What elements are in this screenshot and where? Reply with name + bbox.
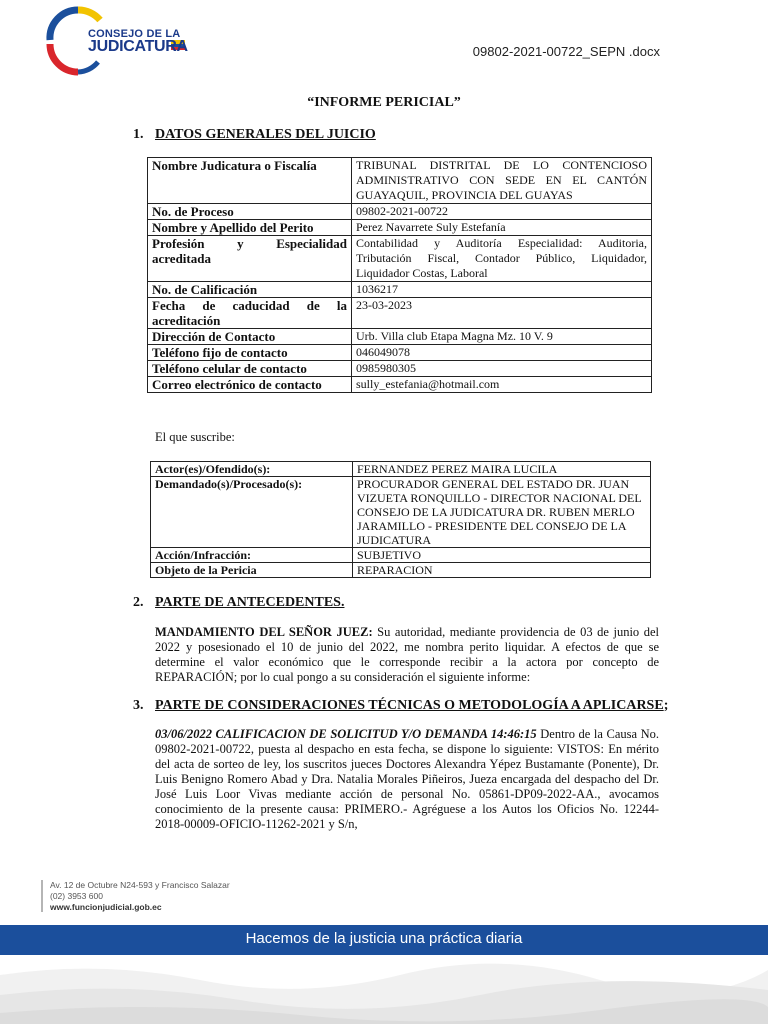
row-value: 046049078 [352, 345, 652, 361]
subscriber-intro: El que suscribe: [155, 430, 235, 444]
row-label: No. de Proceso [148, 204, 352, 220]
row-label: Teléfono celular de contacto [148, 361, 352, 377]
row-value: Urb. Villa club Etapa Magna Mz. 10 V. 9 [352, 329, 652, 345]
section-3-title: PARTE DE CONSIDERACIONES TÉCNICAS O METODOLOGÍA A APLICARSE [155, 698, 664, 713]
row-label: Acción/Infracción: [151, 548, 353, 563]
section-3-heading [133, 698, 668, 714]
paragraph-text: Su autoridad, mediante providencia de 03 de junio del 2022 y posesionado el 10 de junio del 2022, me nombra perito liquidar. A efectos de que se determine el valor económico que le corresponde recibir a la actora por concepto de REPARACIÓN; por lo cual pongo a su consideración el siguiente informe: [155, 625, 659, 684]
row-label: Objeto de la Pericia [151, 563, 353, 578]
section-2-number: 2. [133, 595, 144, 610]
methodology-paragraph [155, 727, 659, 832]
row-value: 1036217 [352, 282, 652, 298]
footer-wave-decoration [0, 955, 768, 1024]
table-row [148, 282, 652, 298]
table-row [148, 377, 652, 393]
section-2-title: PARTE DE ANTECEDENTES. [155, 595, 345, 610]
table-row [148, 298, 652, 329]
table-row [148, 220, 652, 236]
row-label: Demandado(s)/Procesado(s): [151, 477, 353, 548]
table-row [151, 462, 651, 477]
judicatura-logo [38, 0, 188, 80]
row-value: sully_estefania@hotmail.com [352, 377, 652, 393]
table-row [148, 329, 652, 345]
row-label: Correo electrónico de contacto [148, 377, 352, 393]
row-value: FERNANDEZ PEREZ MAIRA LUCILA [353, 462, 651, 477]
row-value: REPARACION [353, 563, 651, 578]
row-label: No. de Calificación [148, 282, 352, 298]
footer-address-block [50, 880, 230, 913]
section-1-heading [133, 127, 376, 143]
footer-website: www.funcionjudicial.gob.ec [50, 902, 162, 912]
row-value: TRIBUNAL DISTRITAL DE LO CONTENCIOSO ADMINISTRATIVO CON SEDE EN EL CANTÓN GUAYAQUIL, PROVINCIA DEL GUAYAS [352, 158, 652, 204]
table-row [148, 345, 652, 361]
general-data-table [147, 157, 652, 393]
section-3-number: 3. [133, 698, 144, 713]
table-row [148, 236, 652, 282]
row-value: Contabilidad y Auditoría Especialidad: Auditoria, Tributación Fiscal, Contador Público, Liquidador, Liquidador Costas, Laboral [352, 236, 652, 282]
footer-address: Av. 12 de Octubre N24-593 y Francisco Salazar [50, 880, 230, 890]
logo-text-line2: JUDICATURA [88, 38, 188, 55]
table-row [151, 548, 651, 563]
row-label: Nombre y Apellido del Perito [148, 220, 352, 236]
logo-text-line1: CONSEJO DE LA [88, 28, 181, 40]
table-row [151, 563, 651, 578]
paragraph-lead: 03/06/2022 CALIFICACION DE SOLICITUD Y/O DEMANDA 14:46:15 [155, 727, 537, 741]
section-3-punct: ; [663, 698, 669, 713]
table-row [148, 158, 652, 204]
row-label: Actor(es)/Ofendido(s): [151, 462, 353, 477]
row-value: 23-03-2023 [352, 298, 652, 329]
row-value: 0985980305 [352, 361, 652, 377]
row-value: SUBJETIVO [353, 548, 651, 563]
paragraph-lead: MANDAMIENTO DEL SEÑOR JUEZ: [155, 625, 373, 639]
table-row [151, 477, 651, 548]
footer-slogan: Hacemos de la justicia una práctica diaria [245, 930, 523, 947]
section-1-number: 1. [133, 127, 144, 142]
row-label: Fecha de caducidad de la acreditación [148, 298, 352, 329]
document-filename: 09802-2021-00722_SEPN .docx [472, 44, 660, 59]
row-value: Perez Navarrete Suly Estefanía [352, 220, 652, 236]
address-divider [41, 880, 43, 912]
antecedentes-paragraph [155, 625, 659, 685]
paragraph-text: Dentro de la Causa No. 09802-2021-00722, puesta al despacho en esta fecha, se dispone lo siguiente: VISTOS: En mérito del acta de sorteo de ley, los suscritos jueces Doctores Alexandra Yépez Bustamante (Ponente), Dr. Luis Benigno Romero Abad y Dra. Natalia Morales Piñeiros, Jueza encargada del despacho del Dr. José Luis Loor Vivas mediante acción de personal No. 05861-DP09-2022-AA., avocamos conocimiento de la presente causa: PRIMERO.- Agréguese a los Autos los Oficios No. 12244- 2018-00009-OFICIO-11262-2021 y S/n, [155, 727, 659, 831]
table-row [148, 361, 652, 377]
section-1-title: DATOS GENERALES DEL JUICIO [155, 127, 376, 142]
row-value: PROCURADOR GENERAL DEL ESTADO DR. JUAN VIZUETA RONQUILLO - DIRECTOR NACIONAL DEL CONSEJO DE LA JUDICATURA DR. RUBEN MERLO JARAMILLO - PRESIDENTE DEL CONSEJO DE LA JUDICATURA [353, 477, 651, 548]
row-label: Nombre Judicatura o Fiscalía [148, 158, 352, 204]
section-2-heading [133, 595, 344, 611]
row-value: 09802-2021-00722 [352, 204, 652, 220]
row-label: Teléfono fijo de contacto [148, 345, 352, 361]
footer-phone: (02) 3953 600 [50, 891, 103, 901]
table-row [148, 204, 652, 220]
row-label: Profesión y Especialidad acreditada [148, 236, 352, 282]
document-title: “INFORME PERICIAL” [307, 95, 461, 110]
row-label: Dirección de Contacto [148, 329, 352, 345]
parties-table [150, 461, 651, 578]
